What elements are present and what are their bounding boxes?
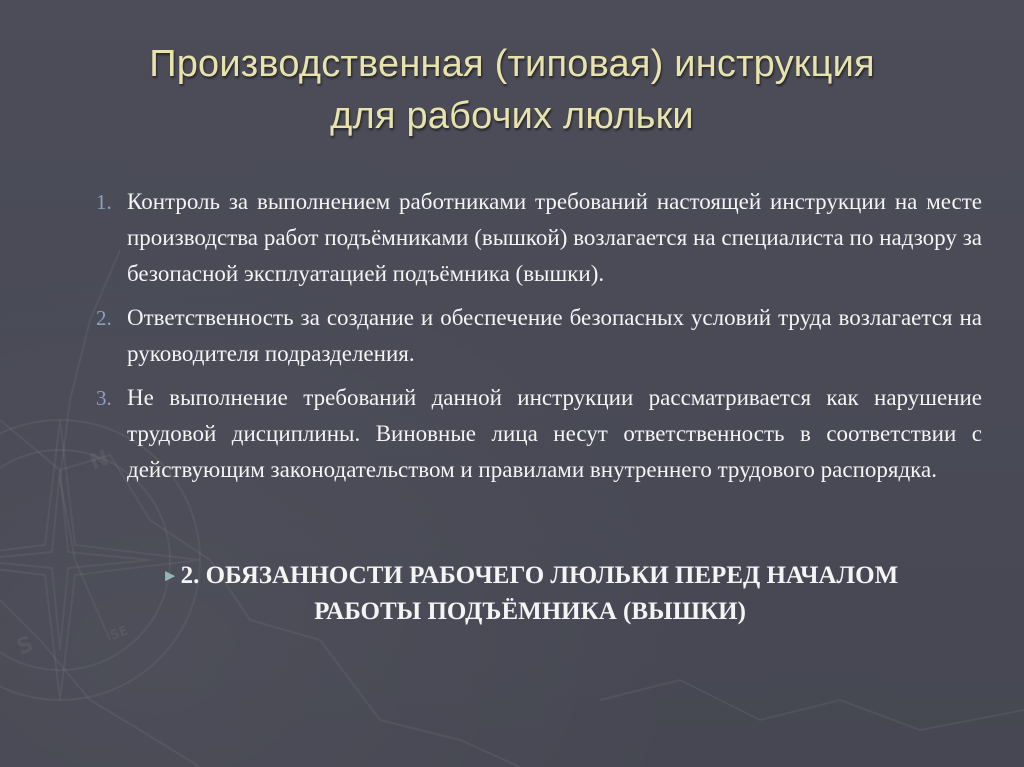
section-heading (90, 558, 970, 630)
list-item (96, 300, 982, 372)
list-item-text: Не выполнение требований данной инструкции рассматривается как нарушение трудовой дисциплины. Виновные лица несут ответственность в соответствии с действующим законодательством и правилами внутреннего трудового распорядка. (127, 385, 982, 482)
list-item-number: 2. (96, 306, 112, 330)
title-line-2: для рабочих люльки (330, 95, 694, 137)
list-item (96, 380, 982, 488)
list-item-number: 3. (96, 386, 112, 410)
page-title (40, 38, 984, 142)
list-item-text: Ответственность за создание и обеспечение безопасных условий труда возлагается на руководителя подразделения. (127, 305, 982, 366)
svg-text:S: S (13, 631, 37, 661)
list-item-number: 1. (96, 190, 112, 214)
list-item (96, 184, 982, 292)
list-item-text: Контроль за выполнением работниками требований настоящей инструкции на месте производства работ подъёмниками (вышкой) возлагается на специалиста по надзору за безопасной эксплуатацией подъёмника (вышки). (127, 189, 982, 286)
svg-text:N: N (86, 445, 113, 476)
section-heading-line-1: 2. ОБЯЗАННОСТИ РАБОЧЕГО ЛЮЛЬКИ ПЕРЕД НАЧАЛОМ (180, 562, 899, 589)
section-heading-line-2: РАБОТЫ ПОДЪЁМНИКА (ВЫШКИ) (314, 598, 746, 625)
triangle-right-icon: ► (161, 566, 179, 585)
title-line-1: Производственная (типовая) инструкция (149, 43, 875, 85)
numbered-list (96, 184, 982, 496)
svg-text:SE: SE (108, 623, 131, 644)
